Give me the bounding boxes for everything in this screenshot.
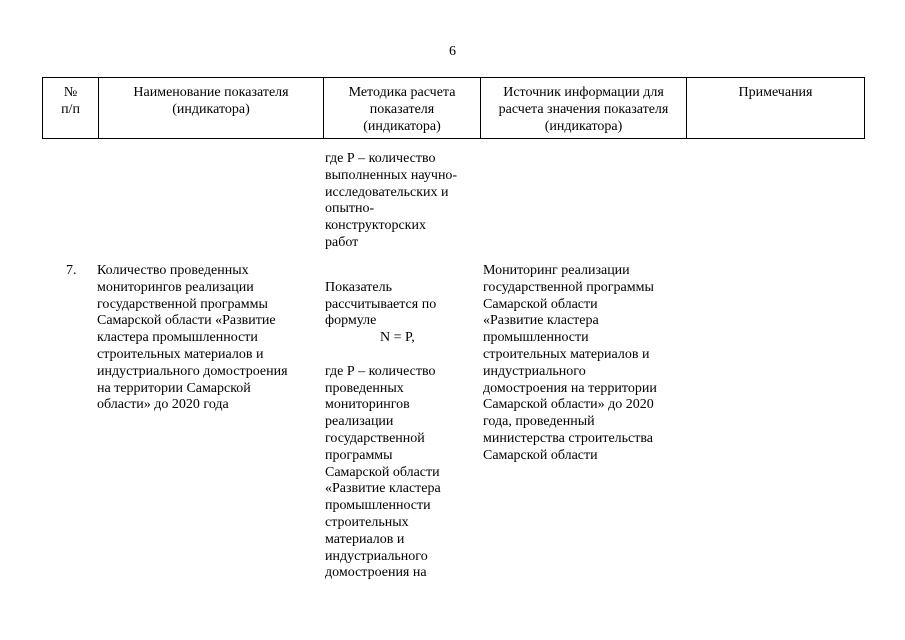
row-7-formula: N = P,: [380, 330, 415, 346]
page-number: 6: [449, 44, 456, 59]
header-source: [481, 78, 687, 139]
row-7-indicator-name: Количество проведенных мониторингов реализации государственной программы Самарской области «Развитие кластера промышленности строительных материалов и индустриального домостроения на территории Самарской области» до 2020 года: [97, 263, 288, 413]
header-num: [43, 78, 99, 139]
header-source-label: Источник информации для расчета значения показателя (индикатора): [498, 85, 669, 134]
header-name-label: Наименование показателя (индикатора): [133, 85, 289, 117]
row-7-method-rest: где Р – количество проведенных мониторингов реализации государственной программы Самарской области «Развитие кластера промышленности строительных материалов и индустриального домостроения на: [325, 363, 441, 581]
row-7-number: 7.: [66, 263, 77, 278]
table-header: [42, 77, 865, 139]
header-name: [99, 78, 324, 139]
header-notes: [687, 78, 865, 139]
row-7-method-intro: Показатель рассчитывается по формуле: [325, 279, 437, 329]
header-notes-label: Примечания: [738, 85, 813, 100]
header-method: [324, 78, 481, 139]
header-num-label: № п/п: [61, 85, 80, 117]
continuation-method-text: где Р – количество выполненных научно- исследовательских и опытно- конструкторских работ: [325, 151, 458, 250]
header-method-label: Методика расчета показателя (индикатора): [348, 85, 456, 134]
row-7-source: Мониторинг реализации государственной программы Самарской области «Развитие кластера промышленности строительных материалов и индустриального домостроения на территории Самарской области» до 2020 года, проведенный министерства строительства Самарской области: [483, 263, 657, 463]
row-7-method: [325, 263, 485, 582]
